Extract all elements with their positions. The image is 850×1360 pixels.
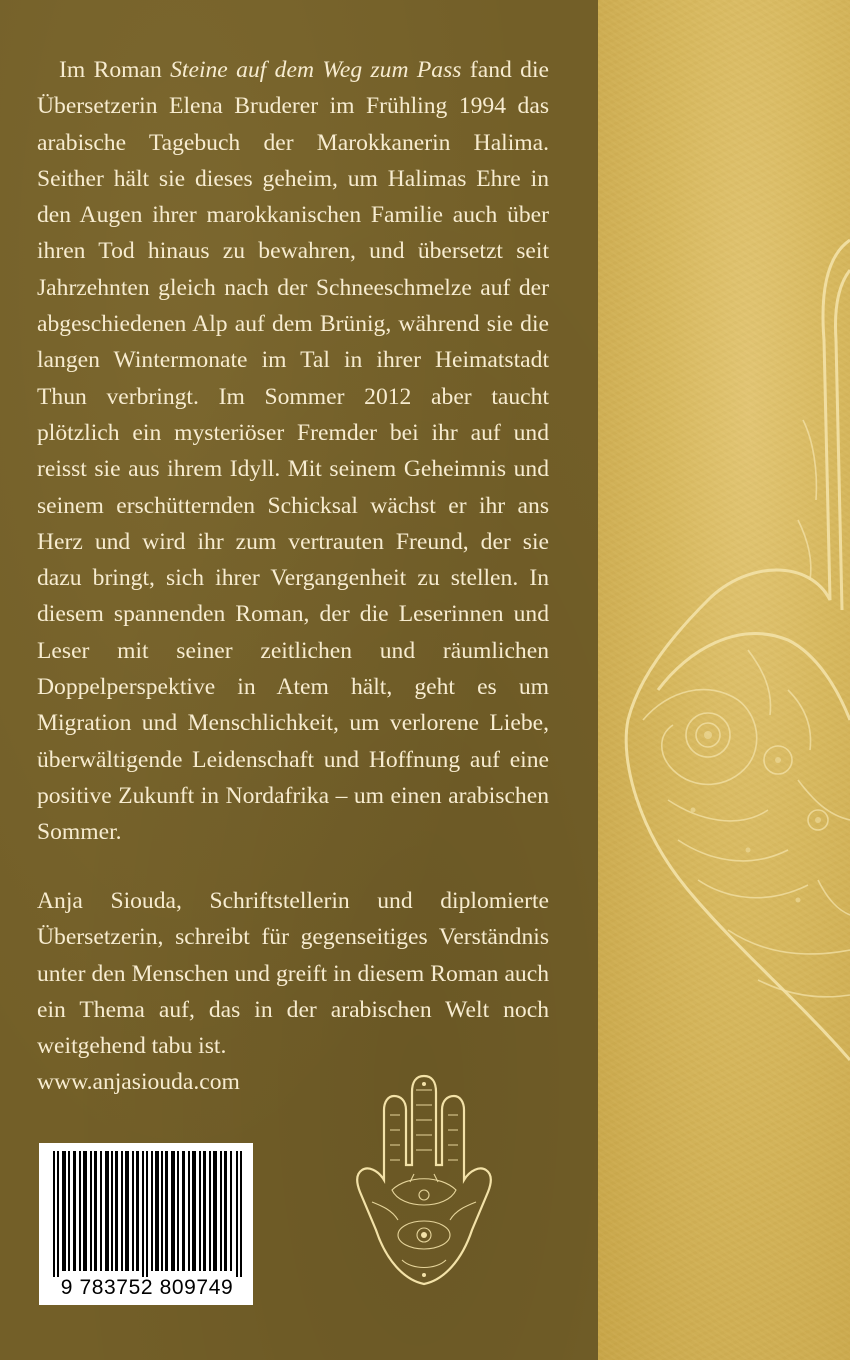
blurb-paragraph (37, 52, 549, 851)
author-bio (37, 883, 549, 1101)
isbn-barcode (39, 1143, 253, 1305)
isbn-digits: 9 783752 809749 (60, 1276, 234, 1299)
blurb-text (37, 52, 549, 851)
author-website-link[interactable]: www.anjasiouda.com (37, 1069, 240, 1096)
barcode-bars (53, 1151, 243, 1277)
blurb-intro: Im Roman (59, 57, 171, 83)
small-hamsa-icon (352, 1070, 496, 1300)
book-title: Steine auf dem Weg zum Pass (170, 57, 462, 83)
blurb-body: fand die Übersetzerin Elena Bruderer im Frühling 1994 das arabische Tagebuch der Marokkanerin Halima. Seither hält sie dieses geheim, um Halimas Ehre in den Augen ihrer marokkanischen Familie auch über ihren Tod hinaus zu bewahren, und übersetzt seit Jahrzehnten gleich nach der Schneeschmelze auf der abgeschiedenen Alp auf dem Brünig, während sie die langen Wintermonate im Tal in ihrer Heimatstadt Thun verbringt. Im Sommer 2012 aber taucht plötzlich ein mysteriöser Fremder bei ihr auf und reisst sie aus ihrem Idyll. Mit seinem Geheimnis und seinem erschütternden Schicksal wächst er ihr ans Herz und wird ihr zum vertrauten Freund, der sie dazu bringt, sich ihrer Vergangenheit zu stellen. In diesem spannenden Roman, der die Leserinnen und Leser mit seiner zeitlichen und räumlichen Doppelperspektive in Atem hält, geht es um Migration und Menschlichkeit, um verlorene Liebe, überwältigende Leidenschaft und Hoffnung auf eine positive Zukunft in Nordafrika – um einen arabischen Sommer. (37, 57, 549, 846)
large-hamsa-icon (598, 0, 850, 1360)
author-bio-text: Anja Siouda, Schriftstellerin und diplomierte Übersetzerin, schreibt für gegenseitiges Verständnis unter den Menschen und greift in diesem Roman auch ein Thema auf, das in der arabischen Welt noch weitgehend tabu ist. (37, 888, 549, 1060)
